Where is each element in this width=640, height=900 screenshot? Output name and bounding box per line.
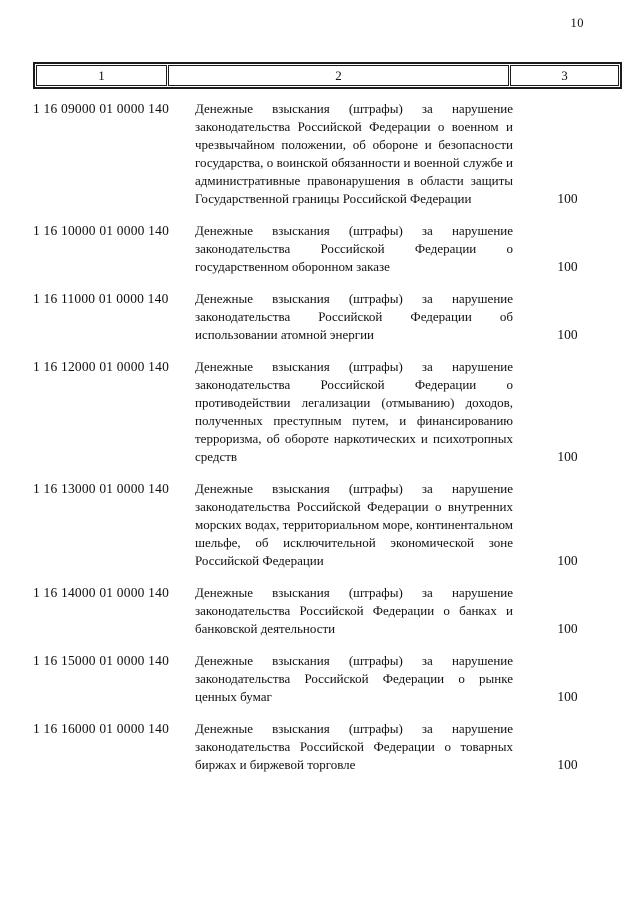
row-description: Денежные взыскания (штрафы) за нарушение законодательства Российской Федерации об использовании атомной энергии [195, 291, 513, 342]
header-cell-description-column: 2 [168, 65, 509, 86]
row-description: Денежные взыскания (штрафы) за нарушение законодательства Российской Федерации о военном и чрезвычайном положении, об обороне и безопасности государства, о воинской обязанности и военной службе и административные правонарушения в области защиты Государственной границы Российской Федерации [195, 101, 513, 206]
table-row [33, 290, 622, 344]
row-description: Денежные взыскания (штрафы) за нарушение законодательства Российской Федерации о товарных биржах и биржевой торговле [195, 721, 513, 772]
row-amount: 100 [557, 689, 578, 704]
table-header [33, 62, 622, 89]
row-code: 1 16 10000 01 0000 140 [33, 223, 170, 238]
header-cell-code-column: 1 [36, 65, 167, 86]
header-cell-value-column: 3 [510, 65, 619, 86]
row-amount: 100 [557, 621, 578, 636]
row-code: 1 16 15000 01 0000 140 [33, 653, 170, 668]
table-row [33, 652, 622, 706]
row-description: Денежные взыскания (штрафы) за нарушение законодательства Российской Федерации о банках и банковской деятельности [195, 585, 513, 636]
row-code: 1 16 13000 01 0000 140 [33, 481, 170, 496]
row-code: 1 16 11000 01 0000 140 [33, 291, 169, 306]
table-row [33, 480, 622, 570]
table-row [33, 358, 622, 466]
row-description: Денежные взыскания (штрафы) за нарушение законодательства Российской Федерации о внутренних морских водах, территориальном море, континентальном шельфе, об исключительной экономической зоне Российской Федерации [195, 481, 513, 568]
row-amount: 100 [557, 259, 578, 274]
table-row [33, 584, 622, 638]
row-amount: 100 [557, 449, 578, 464]
row-description: Денежные взыскания (штрафы) за нарушение законодательства Российской Федерации о рынке ценных бумаг [195, 653, 513, 704]
table-row [33, 100, 622, 208]
row-code: 1 16 16000 01 0000 140 [33, 721, 170, 736]
row-amount: 100 [557, 191, 578, 206]
row-amount: 100 [557, 553, 578, 568]
row-code: 1 16 09000 01 0000 140 [33, 101, 170, 116]
row-code: 1 16 14000 01 0000 140 [33, 585, 170, 600]
table-body [33, 100, 622, 788]
row-amount: 100 [557, 327, 578, 342]
table-row [33, 720, 622, 774]
page-number: 10 [570, 16, 584, 30]
row-description: Денежные взыскания (штрафы) за нарушение законодательства Российской Федерации о государственном оборонном заказе [195, 223, 513, 274]
row-amount: 100 [557, 757, 578, 772]
row-description: Денежные взыскания (штрафы) за нарушение законодательства Российской Федерации о противодействии легализации (отмыванию) доходов, полученных преступным путем, и финансированию терроризма, об обороте наркотических и психотропных средств [195, 359, 513, 464]
table-row [33, 222, 622, 276]
row-code: 1 16 12000 01 0000 140 [33, 359, 170, 374]
